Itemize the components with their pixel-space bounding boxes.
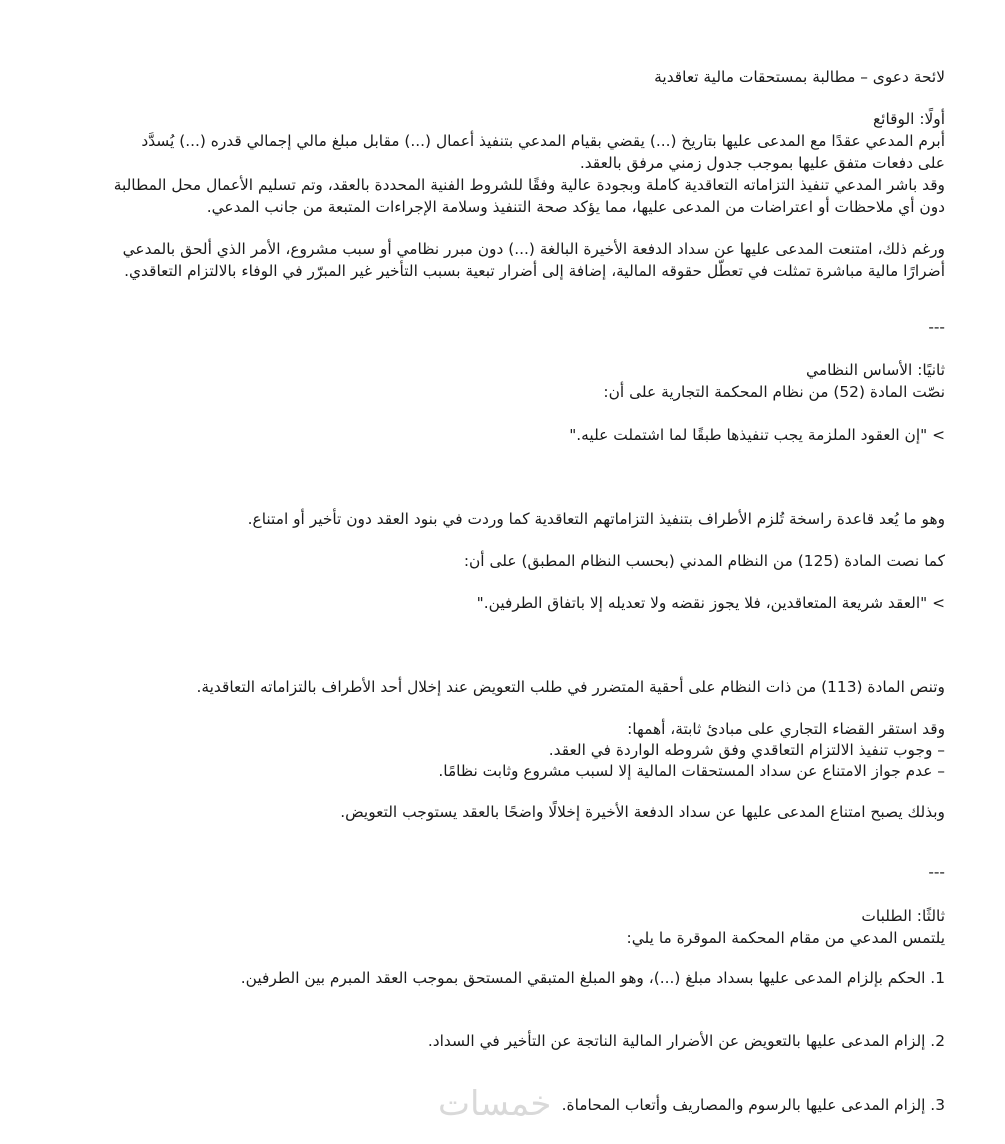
legal-quote-1: > "إن العقود الملزمة يجب تنفيذها طبقًا لما اشتملت عليه." bbox=[569, 426, 945, 444]
separator-2: --- bbox=[928, 863, 945, 881]
request-item-3: 3. إلزام المدعى عليها بالرسوم والمصاريف وأتعاب المحاماة. bbox=[561, 1096, 945, 1114]
request-item-1: 1. الحكم بإلزام المدعى عليها بسداد مبلغ (...)، وهو المبلغ المتبقي المستحق بموجب العقد المبرم بين الطرفين. bbox=[240, 969, 945, 987]
legal-principles-intro: وقد استقر القضاء التجاري على مبادئ ثابتة، أهمها: bbox=[627, 720, 945, 738]
facts-paragraph-3-line-2: أضرارًا مالية مباشرة تمثلت في تعطّل حقوقه المالية، إضافة إلى أضرار تبعية بسبب التأخير غير المبرّر في الوفاء بالالتزام التعاقدي. bbox=[124, 262, 945, 280]
separator-1: --- bbox=[928, 318, 945, 336]
requests-heading: ثالثًا: الطلبات bbox=[861, 907, 945, 925]
legal-heading: ثانيًا: الأساس النظامي bbox=[806, 361, 945, 379]
legal-article-113: وتنص المادة (113) من ذات النظام على أحقية المتضرر في طلب التعويض عند إخلال أحد الأطراف بالتزاماته التعاقدية. bbox=[196, 678, 945, 696]
request-item-2: 2. إلزام المدعى عليها بالتعويض عن الأضرار المالية الناتجة عن التأخير في السداد. bbox=[427, 1032, 945, 1050]
legal-principle-2: – عدم جواز الامتناع عن سداد المستحقات المالية إلا لسبب مشروع وثابت نظامًا. bbox=[438, 762, 945, 780]
legal-intro-2: كما نصت المادة (125) من النظام المدني (بحسب النظام المطبق) على أن: bbox=[463, 552, 945, 570]
legal-comment-1: وهو ما يُعد قاعدة راسخة تُلزم الأطراف بتنفيذ التزاماتهم التعاقدية كما وردت في بنود العقد دون تأخير أو امتناع. bbox=[247, 510, 945, 528]
facts-paragraph-3-line-1: ورغم ذلك، امتنعت المدعى عليها عن سداد الدفعة الأخيرة البالغة (...) دون مبرر نظامي أو سبب مشروع، الأمر الذي ألحق بالمدعي bbox=[122, 240, 945, 258]
facts-paragraph-1-line-1: أبرم المدعي عقدًا مع المدعى عليها بتاريخ (...) يقضي بقيام المدعي بتنفيذ أعمال (...) مقابل مبلغ مالي إجمالي قدره (...) يُسدَّد bbox=[141, 132, 945, 150]
legal-conclusion: وبذلك يصبح امتناع المدعى عليها عن سداد الدفعة الأخيرة إخلالًا واضحًا بالعقد يستوجب التعويض. bbox=[340, 803, 945, 821]
legal-intro: نصّت المادة (52) من نظام المحكمة التجارية على أن: bbox=[603, 383, 945, 401]
requests-intro: يلتمس المدعي من مقام المحكمة الموقرة ما يلي: bbox=[626, 929, 945, 947]
facts-heading: أولًا: الوقائع bbox=[872, 110, 945, 128]
facts-paragraph-2-line-2: دون أي ملاحظات أو اعتراضات من المدعى عليها، مما يؤكد صحة التنفيذ وسلامة الإجراءات المتبعة من جانب المدعي. bbox=[206, 198, 945, 216]
watermark-logo: خمسات bbox=[438, 1084, 552, 1124]
facts-paragraph-2-line-1: وقد باشر المدعي تنفيذ التزاماته التعاقدية كاملة وبجودة عالية وفقًا للشروط الفنية المحددة بالعقد، وتم تسليم الأعمال محل المطالبة bbox=[113, 176, 945, 194]
legal-principle-1: – وجوب تنفيذ الالتزام التعاقدي وفق شروطه الواردة في العقد. bbox=[548, 741, 945, 759]
facts-paragraph-1-line-2: على دفعات متفق عليها بموجب جدول زمني مرفق بالعقد. bbox=[579, 154, 945, 172]
legal-quote-2: > "العقد شريعة المتعاقدين، فلا يجوز نقضه ولا تعديله إلا باتفاق الطرفين." bbox=[476, 594, 945, 612]
document-title: لائحة دعوى – مطالبة بمستحقات مالية تعاقدية bbox=[654, 68, 945, 86]
